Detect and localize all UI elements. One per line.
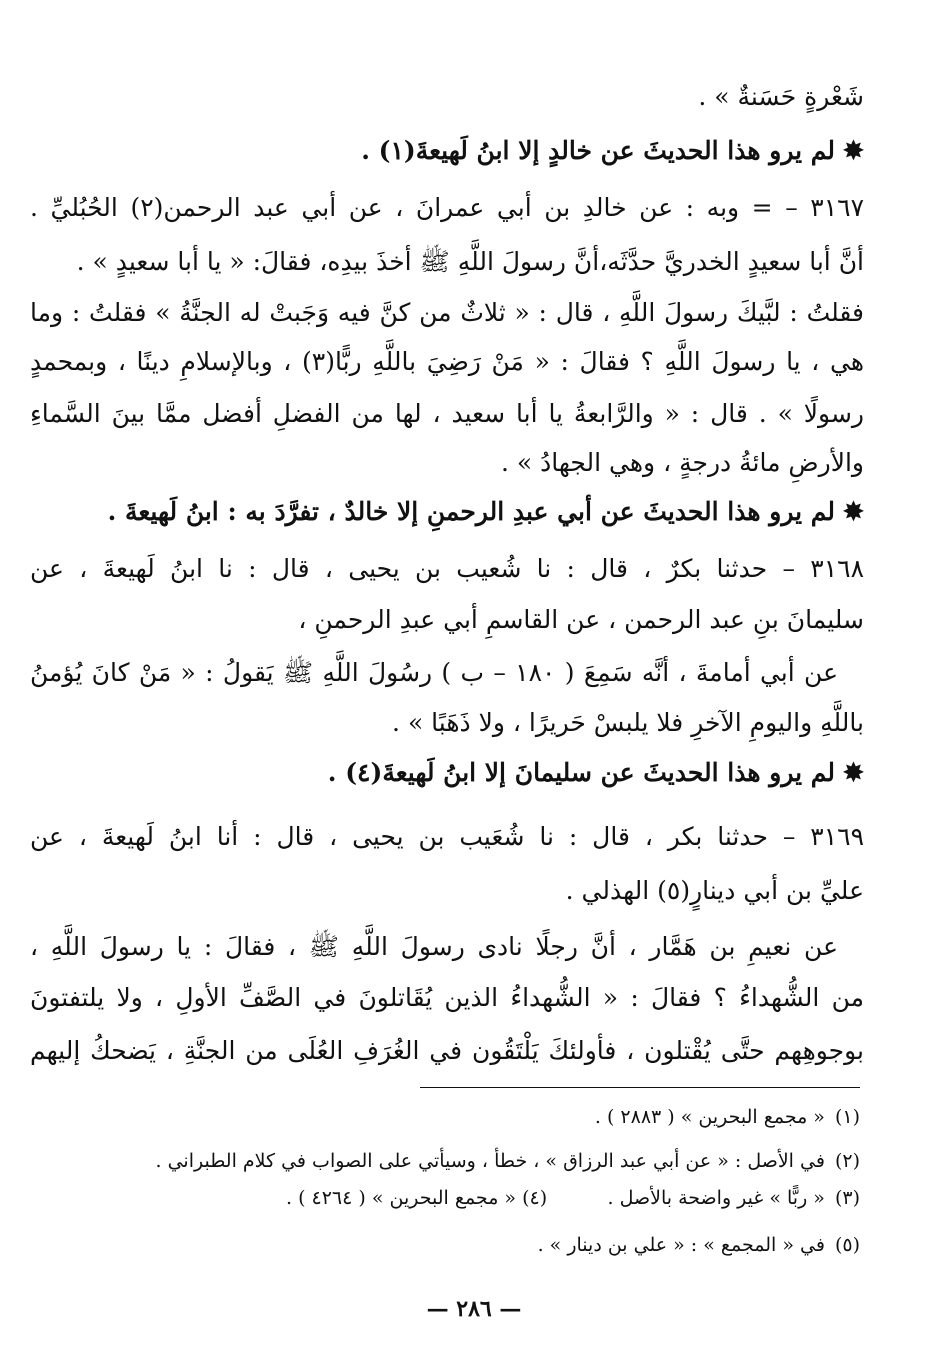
footnote-5	[30, 1232, 860, 1258]
text-line: عن أبي أمامةَ ، أنَّه سَمِعَ ( ١٨٠ – ب ) رسُولَ اللَّهِ ﷺ يَقولُ : « مَنْ كانَ يُؤمنُ	[30, 658, 838, 687]
star-icon: ✸	[843, 758, 864, 787]
footnote-number: (٢)	[834, 1150, 860, 1172]
hadith-3167-header: ٣١٦٧ – = وبه : عن خالدِ بن أبي عمرانَ ، عن أبي عبد الرحمن(٢) الحُبُليِّ .	[30, 193, 864, 222]
note-line	[30, 756, 864, 790]
footnote-text: « مجمع البحرين » ( ٢٨٨٣ ) .	[594, 1106, 825, 1128]
text-line: هي ، يا رسولَ اللَّهِ ؟ فقالَ : « مَنْ رَضِيَ باللَّهِ ربًّا(٣) ، وبالإسلامِ دينًا ، وبمحمدٍ	[30, 347, 864, 376]
text-line: أنَّ أبا سعيدٍ الخدريَّ حدَّثَه،أنَّ رسولَ اللَّهِ ﷺ أخذَ بيدِه، فقالَ: « يا أبا سعيدٍ » .	[76, 247, 864, 276]
note-text: لم يرو هذا الحديثَ عن سليمانَ إلا ابنُ لَهيعةَ(٤) .	[327, 758, 836, 787]
page-number: — ٢٨٦ —	[426, 1296, 522, 1322]
text-line: سليمانَ بنِ عبد الرحمن ، عن القاسمِ أبي عبدِ الرحمنِ ،	[298, 605, 864, 634]
footnote-divider	[420, 1087, 860, 1088]
text-line: عليِّ بن أبي دينارٍ(٥) الهذلي .	[565, 876, 864, 905]
text-line: فقلتُ : لبَّيكَ رسولَ اللَّهِ ، قال : « ثلاثٌ من كنَّ فيه وَجَبتْ له الجنَّةُ » فقلتُ : وما	[30, 298, 864, 327]
footnote-number: (٥)	[834, 1234, 860, 1256]
text-line: عن نعيمِ بن هَمَّار ، أنَّ رجلًا نادى رسولَ اللَّهِ ﷺ ، فقالَ : يا رسولَ اللَّهِ ،	[30, 932, 838, 961]
text-line: من الشُّهداءُ ؟ فقالَ : « الشُّهداءُ الذين يُقَاتلونَ في الصَّفِّ الأولِ ، ولا يلتفتونَ	[30, 983, 864, 1012]
footnote-number: (١)	[834, 1106, 860, 1128]
text-line: باللَّهِ واليومِ الآخرِ فلا يلبسْ حَريرًا ، ولا ذَهَبًا » .	[392, 708, 864, 737]
hadith-3169-header: ٣١٦٩ – حدثنا بكر ، قال : نا شُعَيب بن يحيى ، قال : أنا ابنُ لَهيعةَ ، عن	[30, 822, 864, 851]
footnote-2	[30, 1148, 860, 1174]
text-line: والأرضِ مائةُ درجةٍ ، وهي الجهادُ » .	[500, 448, 864, 477]
text-line: بوجوهِهم حتَّى يُقْتلون ، فأولئكَ يَلْتَقُون في الغُرَفِ العُلَى من الجنَّةِ ، يَضحكُ إليهم	[30, 1036, 864, 1065]
star-icon: ✸	[843, 136, 864, 165]
footnote-text: في الأصل : « عن أبي عبد الرزاق » ، خطأ ، وسيأتي على الصواب في كلام الطبراني .	[155, 1150, 825, 1172]
footnote-3	[30, 1185, 860, 1211]
text-line: رسولًا » . قال : « والرَّابعةُ يا أبا سعيد ، لها من الفضلِ أفضل ممَّا بينَ السَّماءِ	[30, 399, 864, 428]
note-text: لم يرو هذا الحديثَ عن خالدٍ إلا ابنُ لَهيعةَ(١) .	[361, 136, 836, 165]
footnote-1	[30, 1104, 860, 1130]
note-line	[30, 495, 864, 529]
note-line	[30, 134, 864, 168]
text-line: شَعْرةٍ حَسَنةٌ » .	[698, 82, 864, 111]
hadith-3168-header: ٣١٦٨ – حدثنا بكرٌ ، قال : نا شُعيب بن يحيى ، قال : نا ابنُ لَهيعةَ ، عن	[30, 554, 864, 583]
footnote-text: « ربًّا » غير واضحة بالأصل . (٤) « مجمع البحرين » ( ٤٢٦٤ ) .	[285, 1187, 825, 1209]
footnote-number: (٣)	[834, 1187, 860, 1209]
star-icon: ✸	[843, 497, 864, 526]
footnote-text: في « المجمع » : « علي بن دينار » .	[537, 1234, 825, 1256]
note-text: لم يرو هذا الحديثَ عن أبي عبدِ الرحمنِ إلا خالدٌ ، تفرَّدَ به : ابنُ لَهيعةَ .	[107, 497, 836, 526]
